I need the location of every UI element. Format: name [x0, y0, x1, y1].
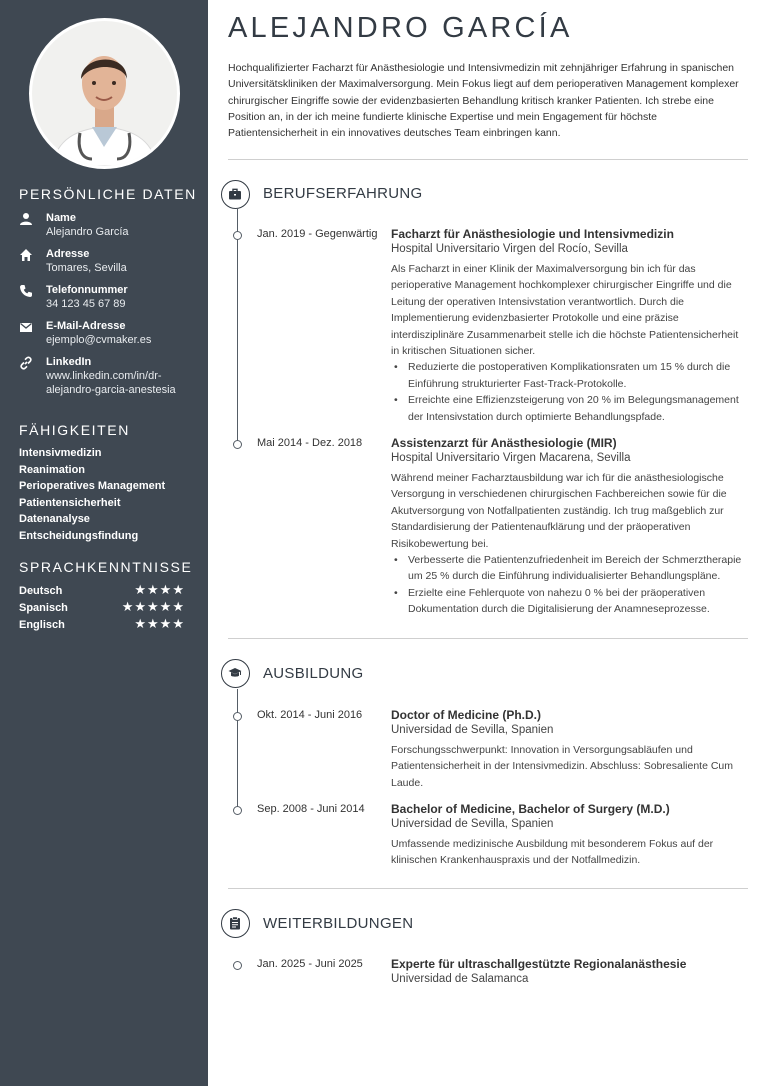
star-rating-icon: ★★★★ [134, 617, 185, 632]
experience-heading: BERUFSERFAHRUNG [263, 185, 423, 202]
graduation-cap-icon [221, 659, 250, 688]
language-row [19, 619, 185, 636]
language-name: Deutsch [19, 585, 63, 597]
phone-icon [19, 284, 33, 298]
briefcase-icon [221, 180, 250, 209]
achievement-item: • Erreichte eine Effizienzsteigerung von 20 % im Belegungsmanagement der Intensivstation durch optimierte Behandlungspfade. [391, 392, 748, 425]
contact-list [19, 211, 199, 399]
entry-description: Als Facharzt in einer Klinik der Maximalversorgung bin ich für das perioperative Management hochkomplexer chirurgischer Eingriffe und die Leitung der operativen Intensivstation verantwortlich. Durch die Implementierung evidenzbasierter Protokolle und eine präzise interdisziplinäre Zusammenarbeit stelle ich die höchste Patientensicherheit in kritischen Situationen sicher. [391, 263, 739, 358]
entry-title: Bachelor of Medicine, Bachelor of Surgery (M.D.) [391, 802, 670, 816]
entry-organization: Hospital Universitario Virgen del Rocío, Sevilla [391, 243, 628, 255]
profile-summary: Hochqualifizierter Facharzt für Anästhesiologie und Intensivmedizin mit zehnjähriger Erfahrung in spanischen Universitätskliniken der Maximalversorgung. Mein Fokus liegt auf dem perioperativen Management komplexer chirurgischer Eingriffe sowie der evidenzbasierten Behandlung kritisch kranker Patienten. Ich strebe eine Position an, in der ich meine fundierte klinische Expertise und mein Engagement für höchste Patientensicherheit in ein innovatives deutsches Team einbringen kann. [228, 62, 739, 140]
entry-organization: Universidad de Salamanca [391, 973, 529, 985]
achievement-list [391, 359, 748, 425]
contact-label: Name [46, 212, 76, 224]
contact-phone [19, 283, 199, 319]
contact-label: Adresse [46, 248, 90, 260]
contact-label: LinkedIn [46, 356, 92, 368]
skills-list [19, 445, 199, 544]
language-name: Spanisch [19, 602, 68, 614]
entry-description: Während meiner Facharztausbildung war ich für die anästhesiologische Versorgung in verschiedenen chirurgischen Fachbereichen sowie für die Akutversorgung von Notfallpatienten zuständig. Ich trug maßgeblich zur Standardisierung der Patientenaufklärung und der präoperativen Risikobewertung bei. [391, 472, 727, 550]
language-name: Englisch [19, 619, 65, 631]
timeline-dot [233, 712, 242, 721]
languages-heading: SPRACHKENNTNISSE [19, 559, 193, 575]
entry-organization: Universidad de Sevilla, Spanien [391, 724, 554, 736]
skill-item: Patientensicherheit [19, 496, 121, 509]
timeline-dot [233, 806, 242, 815]
training-heading: WEITERBILDUNGEN [263, 915, 414, 932]
languages-list [19, 585, 185, 636]
mail-icon [19, 320, 33, 334]
person-icon [19, 212, 33, 226]
experience-entry [391, 435, 748, 618]
contact-label: E-Mail-Adresse [46, 320, 126, 332]
experience-entry [391, 226, 748, 425]
sidebar [0, 0, 208, 1086]
skill-item: Reanimation [19, 463, 86, 476]
contact-value: 34 123 45 67 89 [46, 298, 126, 310]
entry-description: Forschungsschwerpunkt: Innovation in Versorgungsabläufen und Patientensicherheit in der Intensivmedizin. Abschluss: Sobresaliente Cum Laude. [391, 744, 734, 789]
entry-title: Doctor of Medicine (Ph.D.) [391, 708, 541, 722]
star-rating-icon: ★★★★★ [121, 600, 185, 615]
achievement-item: • Erzielte eine Fehlerquote von nahezu 0 % bei der präoperativen Dokumentation durch die Digitalisierung der Anamneseprozesse. [391, 585, 748, 618]
contact-label: Telefonnummer [46, 284, 128, 296]
training-entry [391, 956, 748, 991]
contact-linkedin [19, 355, 199, 399]
divider [228, 888, 748, 889]
profile-photo [29, 18, 180, 169]
entry-title: Facharzt für Anästhesiologie und Intensivmedizin [391, 227, 674, 241]
entry-title: Experte für ultraschallgestützte Regionalanästhesie [391, 957, 687, 971]
achievement-item: • Verbesserte die Patientenzufriedenheit im Bereich der Schmerztherapie um 25 % durch die Einführung individualisierter Behandlungspläne. [391, 552, 748, 585]
entry-date: Mai 2014 - Dez. 2018 [257, 437, 363, 449]
contact-name [19, 211, 199, 247]
contact-email [19, 319, 199, 355]
contact-address [19, 247, 199, 283]
contact-value: Alejandro García [46, 226, 129, 238]
divider [228, 159, 748, 160]
skill-item: Datenanalyse [19, 513, 90, 525]
contact-value: ejemplo@cvmaker.es [46, 334, 152, 346]
entry-organization: Hospital Universitario Virgen Macarena, Sevilla [391, 452, 631, 464]
candidate-name: ALEJANDRO GARCÍA [228, 12, 573, 44]
entry-description: Umfassende medizinische Ausbildung mit besonderem Fokus auf der klinischen Krankenhauspraxis und der Notfallmedizin. [391, 838, 714, 867]
entry-organization: Universidad de Sevilla, Spanien [391, 818, 554, 830]
divider [228, 638, 748, 639]
entry-title: Assistenzarzt für Anästhesiologie (MIR) [391, 436, 617, 450]
education-entry [391, 801, 748, 869]
timeline-line [237, 689, 238, 811]
skill-item: Entscheidungsfindung [19, 529, 139, 542]
achievement-list [391, 552, 748, 618]
education-heading: AUSBILDUNG [263, 665, 364, 682]
education-entry [391, 707, 748, 791]
skill-item: Intensivmedizin [19, 447, 102, 459]
home-icon [19, 248, 33, 262]
contact-value: Tomares, Sevilla [46, 262, 127, 274]
timeline-dot [233, 961, 242, 970]
timeline-dot [233, 231, 242, 240]
entry-date: Jan. 2025 - Juni 2025 [257, 958, 363, 970]
entry-date: Sep. 2008 - Juni 2014 [257, 803, 365, 815]
timeline-line [237, 209, 238, 445]
timeline-dot [233, 440, 242, 449]
entry-date: Jan. 2019 - Gegenwärtig [257, 228, 378, 240]
entry-date: Okt. 2014 - Juni 2016 [257, 709, 363, 721]
personal-data-heading: PERSÖNLICHE DATEN [19, 186, 197, 202]
skill-item: Perioperatives Management [19, 480, 166, 492]
star-rating-icon: ★★★★ [134, 583, 185, 598]
skills-heading: FÄHIGKEITEN [19, 422, 130, 438]
achievement-item: • Reduzierte die postoperativen Komplikationsraten um 15 % durch die Einführung strukturierter Fast-Track-Protokolle. [391, 359, 748, 392]
clipboard-icon [221, 909, 250, 938]
link-icon [19, 356, 33, 370]
linkedin-link[interactable]: www.linkedin.com/in/dr-alejandro-garcia-anestesia [46, 370, 176, 396]
